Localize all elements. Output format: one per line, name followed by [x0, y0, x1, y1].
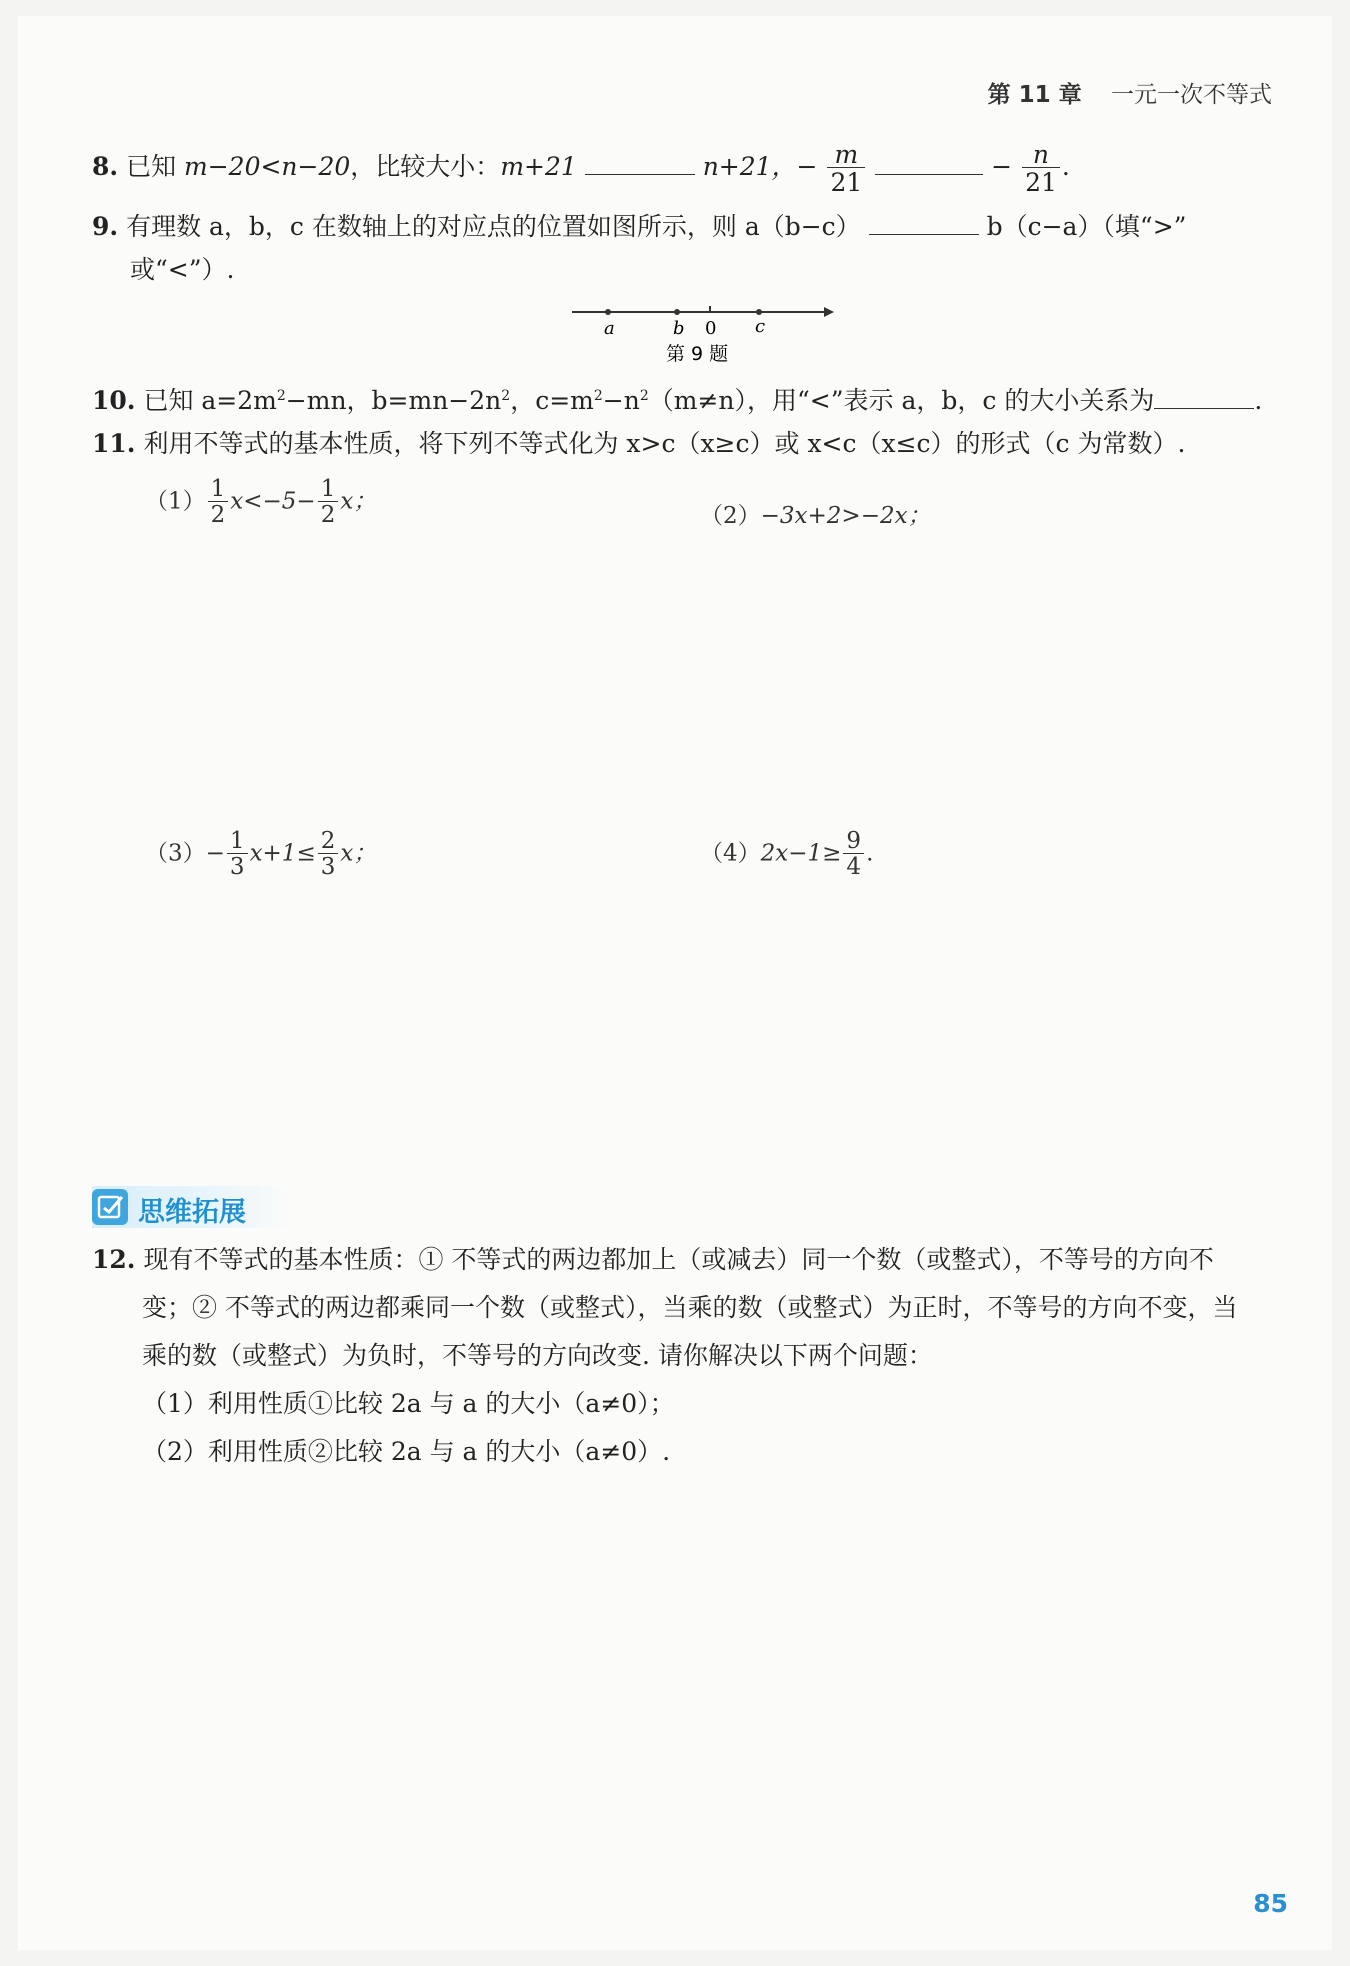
answer-blank[interactable]	[585, 148, 695, 175]
q11-text: 利用不等式的基本性质，将下列不等式化为 x>c（x≥c）或 x<c（x≤c）的形式（c 为常数）.	[143, 429, 1186, 458]
question-10: 10. 已知 $a=2m^2-mn$，$b=mn-2n^2$，$c=m^2-n^2(m\ne n)$，用“<”表示 a，b，c 的大小关系为 .	[92, 382, 1262, 417]
label-b: b	[673, 318, 685, 339]
fraction: $\frac{m}{21}$	[827, 142, 865, 195]
question-number: 11.	[92, 429, 136, 458]
question-number: 10.	[92, 386, 136, 415]
chapter-title: 一元一次不等式	[1111, 82, 1272, 108]
answer-blank[interactable]	[875, 148, 983, 175]
q9-text: 有理数 a，b，c 在数轴上的对应点的位置如图所示，则 a（b−c）	[126, 212, 861, 241]
fraction: $\frac{n}{21}$	[1022, 142, 1060, 195]
q9-line2: 或“<”）.	[130, 255, 235, 284]
pencil-check-icon	[92, 1189, 128, 1225]
q8-expr: m−20<n−20	[184, 152, 351, 181]
q11-part-1: （1） $\frac{1}{2}$ x<−5− $\frac{1}{2}$ x；	[145, 476, 377, 528]
q11-part-2: （2）−3x+2>−2x；	[700, 503, 931, 529]
section-header	[92, 1186, 292, 1228]
point-c	[756, 309, 762, 315]
minus-sign: −	[991, 152, 1013, 181]
q12-line3: 乘的数（或整式）为负时，不等号的方向改变. 请你解决以下两个问题：	[142, 1341, 933, 1370]
fraction: $\frac{9}{4}$	[843, 830, 864, 879]
label-a: a	[604, 318, 615, 339]
label-zero: 0	[705, 318, 717, 339]
q8-expr3: n+21，−	[702, 152, 818, 181]
chapter-number: 第 11 章	[987, 82, 1082, 108]
q9-text2: b（c−a）（填“>”	[986, 212, 1187, 241]
fraction: $\frac{1}{2}$	[208, 478, 229, 527]
question-number: 12.	[92, 1245, 136, 1274]
fraction: $\frac{2}{3}$	[318, 830, 339, 879]
question-number: 8.	[92, 152, 119, 181]
fraction: $\frac{1}{2}$	[318, 478, 339, 527]
question-12	[92, 1244, 1214, 1276]
answer-blank[interactable]	[1154, 382, 1254, 409]
q8-text: 已知	[126, 152, 185, 181]
chapter-header	[988, 76, 1272, 109]
q12-part-2: （2）利用性质②比较 2a 与 a 的大小（a≠0）.	[142, 1437, 671, 1466]
arrow-icon	[824, 307, 834, 317]
q12-line2: 变；② 不等式的两边都乘同一个数（或整式），当乘的数（或整式）为正时，不等号的方向不变，当	[142, 1293, 1238, 1322]
point-b	[674, 309, 680, 315]
question-number: 9.	[92, 212, 119, 241]
q12-line1: 现有不等式的基本性质：① 不等式的两边都加上（或减去）同一个数（或整式），不等号的方向不	[143, 1245, 1214, 1274]
label-c: c	[755, 316, 766, 337]
page-number: 85	[1253, 1889, 1288, 1918]
point-a	[605, 309, 611, 315]
q11-part-3: （3）− $\frac{1}{3}$ x+1≤ $\frac{2}{3}$ x；	[145, 828, 377, 880]
q11-part-4: （4）2x−1≥ $\frac{9}{4}$ .	[700, 828, 874, 880]
figure-caption: 第 9 题	[666, 343, 729, 365]
q8-expr2: m+21	[500, 152, 577, 181]
number-line-figure	[568, 298, 838, 368]
q8-text2: ，比较大小：	[350, 152, 501, 181]
answer-blank[interactable]	[869, 208, 979, 235]
section-title: 思维拓展	[138, 1197, 246, 1228]
fraction: $\frac{1}{3}$	[227, 830, 248, 879]
question-9	[92, 208, 1186, 243]
question-8: 8. 已知 m−20<n−20，比较大小：m+21 n+21，− $\frac{m}{21}$ − $\frac{n}{21}$ .	[92, 140, 1070, 197]
q12-part-1: （1）利用性质①比较 2a 与 a 的大小（a≠0）；	[142, 1389, 675, 1418]
question-11	[92, 428, 1185, 460]
